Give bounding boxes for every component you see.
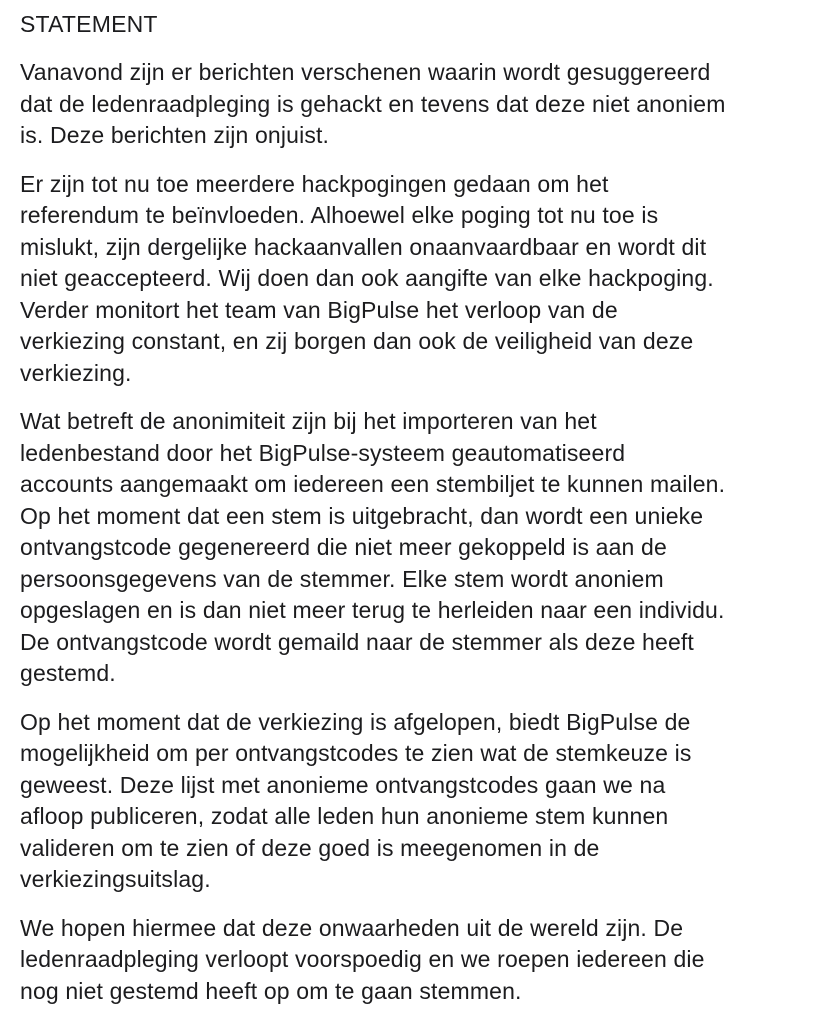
paragraph-hack-attempts [20,169,812,390]
text-line: De ontvangstcode wordt gemaild naar de stemmer als deze heeft [20,628,694,655]
statement-title: STATEMENT [20,11,158,37]
text-line: verkiezing. [20,359,132,386]
text-line: dat de ledenraadpleging is gehackt en tevens dat deze niet anoniem [20,90,726,117]
text-line: mislukt, zijn dergelijke hackaanvallen onaanvaardbaar en wordt dit [20,233,707,260]
text-line: persoonsgegevens van de stemmer. Elke stem wordt anoniem [20,565,664,592]
text-line: is. Deze berichten zijn onjuist. [20,122,330,148]
paragraph-intro [20,57,812,152]
text-line: ontvangstcode gegenereerd die niet meer gekoppeld is aan de [20,534,667,560]
text-line: valideren om te zien of deze goed is meegenomen in de [20,834,600,861]
text-line: niet geaccepteerd. Wij doen dan ook aangifte van elke hackpoging. [20,265,714,291]
text-line: opgeslagen en is dan niet meer terug te herleiden naar een individu. [20,597,725,623]
text-line: gestemd. [20,660,116,686]
text-line: ledenraadpleging verloopt voorspoedig en we roepen iedereen die [20,946,705,972]
text-line: accounts aangemaakt om iedereen een stembiljet te kunnen mailen. [20,471,726,497]
text-line: Wat betreft de anonimiteit zijn bij het importeren van het [20,408,597,434]
text-line: Er zijn tot nu toe meerdere hackpogingen gedaan om het [20,170,609,197]
text-line: Vanavond zijn er berichten verschenen waarin wordt gesuggereerd [20,59,711,85]
text-line: referendum te beïnvloeden. Alhoewel elke poging tot nu toe is [20,202,659,228]
text-line: geweest. Deze lijst met anonieme ontvangstcodes gaan we na [20,771,666,798]
text-line: Op het moment dat de verkiezing is afgelopen, biedt BigPulse de [20,708,691,735]
paragraph-closing [20,913,812,1008]
text-line: afloop publiceren, zodat alle leden hun anonieme stem kunnen [20,803,669,829]
text-line: We hopen hiermee dat deze onwaarheden uit de wereld zijn. De [20,914,684,941]
text-line: mogelijkheid om per ontvangstcodes te zien wat de stemkeuze is [20,740,692,766]
paragraph-anonymity [20,406,812,690]
paragraph-receipt-codes [20,707,812,896]
text-line: Op het moment dat een stem is uitgebracht, dan wordt een unieke [20,502,704,529]
text-line: verkiezing constant, en zij borgen dan ook de veiligheid van deze [20,328,694,354]
text-line: Verder monitort het team van BigPulse het verloop van de [20,296,618,323]
text-line: verkiezingsuitslag. [20,866,211,892]
text-line: nog niet gestemd heeft op om te gaan stemmen. [20,977,522,1004]
text-line: ledenbestand door het BigPulse-systeem geautomatiseerd [20,439,626,466]
